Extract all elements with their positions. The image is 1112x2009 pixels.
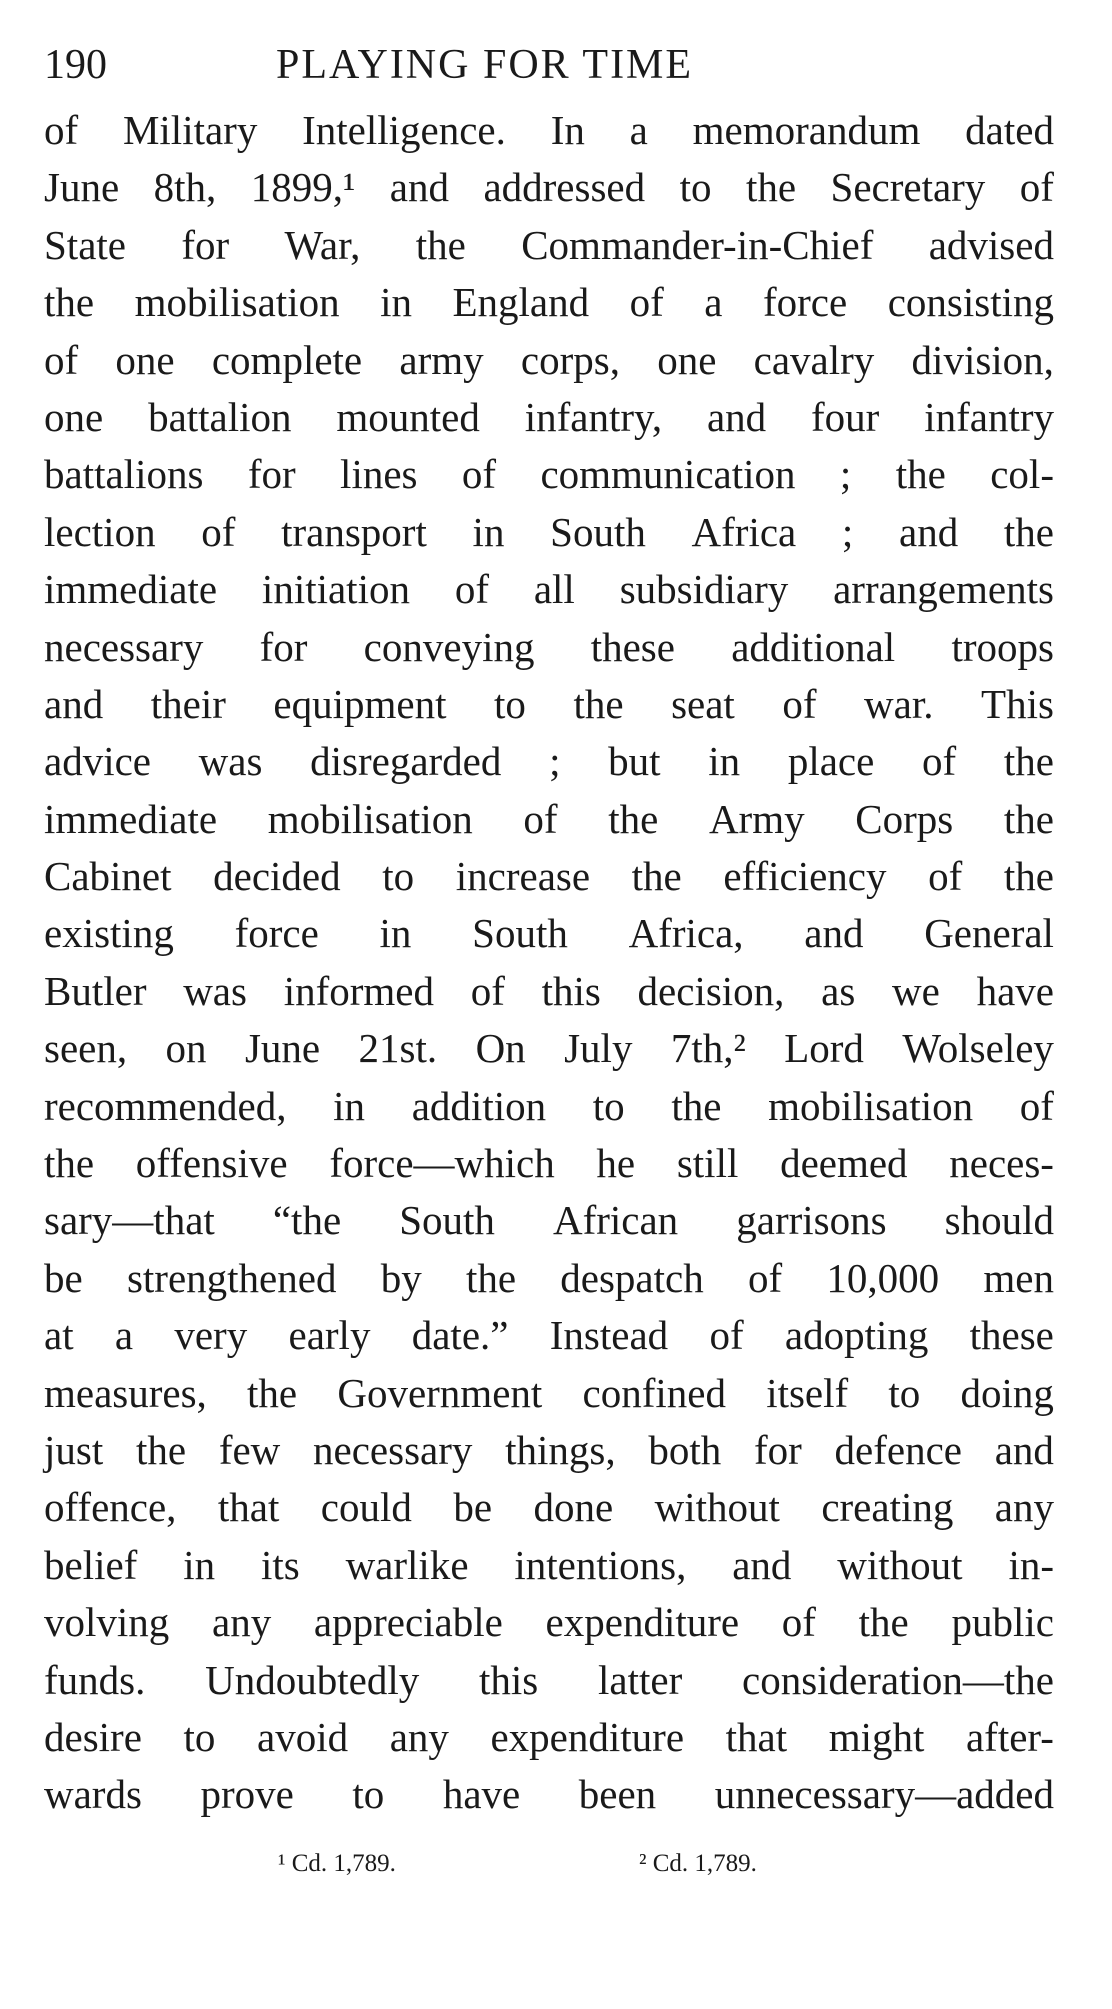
text-line: funds. Undoubtedly this latter consideration—the (44, 1656, 1054, 1703)
text-line: immediate initiation of all subsidiary arrangements (44, 566, 1054, 613)
book-page (44, 30, 1054, 1894)
text-line: State for War, the Commander-in-Chief advised (44, 221, 1054, 268)
text-line: measures, the Government confined itself to doing (44, 1369, 1054, 1416)
text-line: just the few necessary things, both for defence and (44, 1426, 1054, 1473)
text-line: Butler was informed of this decision, as we have (44, 967, 1054, 1014)
running-title: PLAYING FOR TIME (276, 42, 694, 88)
text-line: at a very early date.” Instead of adopting these (44, 1312, 1054, 1359)
footnote-2: ² Cd. 1,789. (639, 1849, 757, 1877)
text-line: volving any appreciable expenditure of the public (44, 1599, 1054, 1646)
text-line: belief in its warlike intentions, and without in- (44, 1541, 1054, 1588)
text-line: wards prove to have been unnecessary—added (44, 1771, 1054, 1818)
text-line: Cabinet decided to increase the efficiency of the (44, 853, 1054, 900)
page-header (44, 30, 1054, 100)
text-line: sary—that “the South African garrisons should (44, 1197, 1054, 1244)
text-line: be strengthened by the despatch of 10,000 men (44, 1254, 1054, 1301)
text-line: of one complete army corps, one cavalry division, (44, 336, 1054, 383)
footnote-1: ¹ Cd. 1,789. (278, 1849, 396, 1877)
text-line: seen, on June 21st. On July 7th,² Lord Wolseley (44, 1025, 1054, 1072)
text-line: offence, that could be done without creating any (44, 1484, 1054, 1531)
body-text (44, 102, 1054, 1824)
text-line: the offensive force—which he still deemed neces- (44, 1140, 1054, 1187)
text-line: desire to avoid any expenditure that might after- (44, 1713, 1054, 1760)
text-line: June 8th, 1899,¹ and addressed to the Secretary of (44, 164, 1054, 211)
text-line: advice was disregarded ; but in place of the (44, 738, 1054, 785)
text-line: existing force in South Africa, and General (44, 910, 1054, 957)
text-line: necessary for conveying these additional troops (44, 623, 1054, 670)
text-line: of Military Intelligence. In a memorandum dated (44, 107, 1054, 153)
text-line: battalions for lines of communication ; the col- (44, 451, 1054, 498)
footnotes (44, 1834, 1054, 1894)
text-line: immediate mobilisation of the Army Corps the (44, 795, 1054, 842)
text-line: one battalion mounted infantry, and four infantry (44, 393, 1054, 440)
text-line: recommended, in addition to the mobilisation of (44, 1082, 1054, 1129)
page-number: 190 (44, 42, 107, 88)
text-line: the mobilisation in England of a force consisting (44, 279, 1054, 326)
text-line: lection of transport in South Africa ; and the (44, 508, 1054, 555)
text-line: and their equipment to the seat of war. This (44, 680, 1054, 727)
